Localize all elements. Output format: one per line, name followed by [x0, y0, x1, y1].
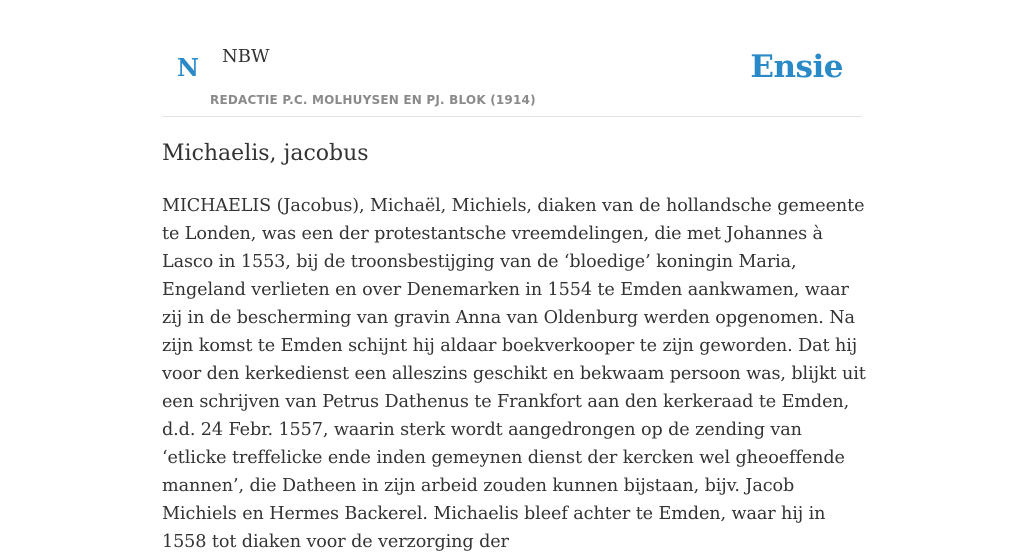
source-logo[interactable]: N: [177, 53, 199, 82]
article-body: MICHAELIS (Jacobus), Michaël, Michiels, diaken van de hollandsche gemeente te Londen, was een der protestantsche vreemdelingen, die met Johannes à Lasco in 1553, bij de troonsbestijging van de ‘bloedige’ koningin Maria, Engeland verlieten en over Denemarken in 1554 te Emden aankwamen, waar zij in de bescherming van gravin Anna van Oldenburg werden opgenomen. Na zijn komst te Emden schijnt hij aldaar boekverkooper te zijn geworden. Dat hij voor den kerkedienst een alleszins geschikt en bekwaam persoon was, blijkt uit een schrijven van Petrus Dathenus te Frankfort aan den kerkeraad te Emden, d.d. 24 Febr. 1557, waarin sterk wordt aangedrongen op de zending van ‘etlicke treffelicke ende inden gemeynen dienst der kercken wel gheoeffende mannen’, die Datheen in zijn arbeid zouden kunnen bijstaan, bijv. Jacob Michiels en Hermes Backerel. Michaelis bleef achter te Emden, waar hij in 1558 tot diaken voor de verzorging der: [162, 196, 866, 552]
brand-logo[interactable]: Ensie: [750, 49, 843, 85]
source-subtitle: REDACTIE P.C. MOLHUYSEN EN PJ. BLOK (1914): [210, 93, 536, 107]
article-title: Michaelis, jacobus: [162, 141, 369, 166]
source-name[interactable]: NBW: [222, 46, 270, 67]
source-header: [162, 0, 862, 117]
